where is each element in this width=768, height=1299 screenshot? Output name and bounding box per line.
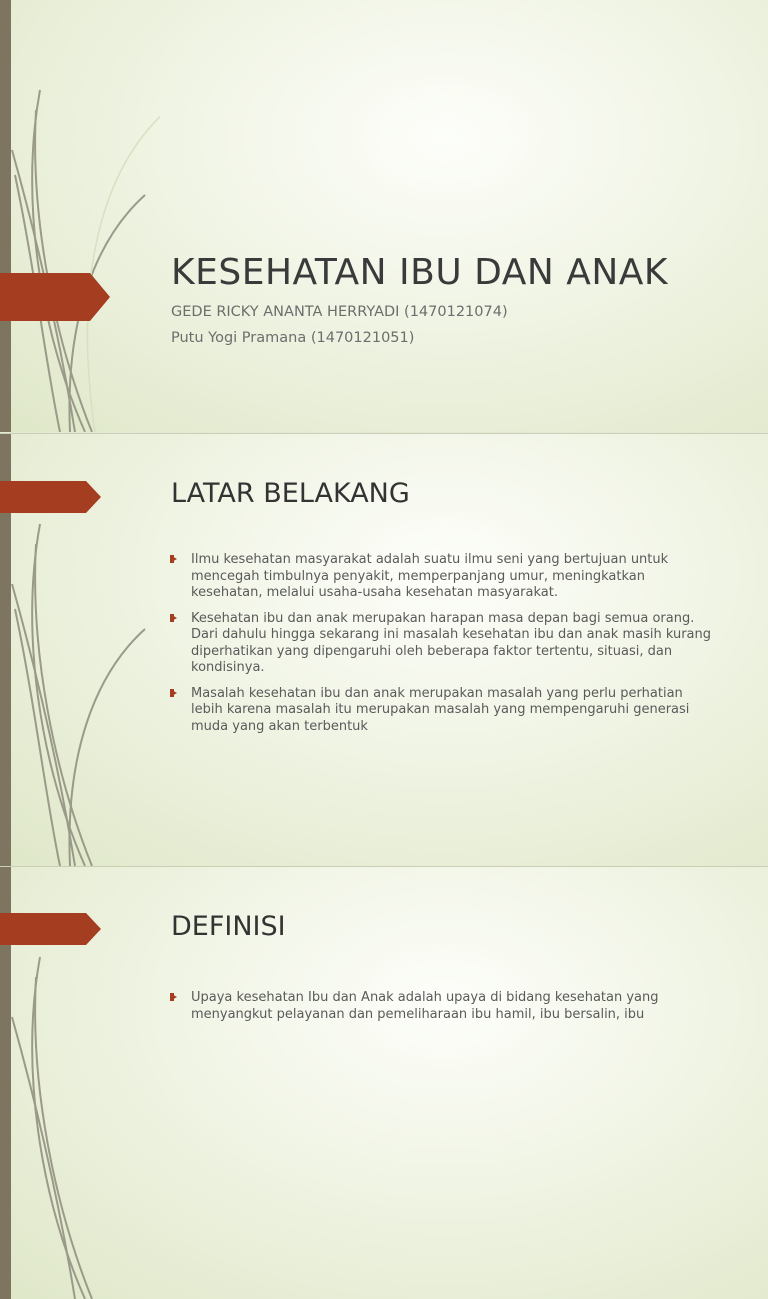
title-arrow-tag xyxy=(0,273,110,321)
section-arrow-tag xyxy=(0,481,101,513)
bullet-item xyxy=(170,990,715,1023)
bullet-arrow-icon xyxy=(170,614,177,622)
bullet-list xyxy=(170,990,715,1032)
bullet-arrow-icon xyxy=(170,993,177,1001)
bullet-text: Ilmu kesehatan masyarakat adalah suatu ilmu seni yang bertujuan untuk mencegah timbulnya penyakit, memperpanjang umur, meningkatkan kesehatan, melalui usaha-usaha kesehatan masyarakat. xyxy=(191,552,669,600)
author-1: GEDE RICKY ANANTA HERRYADI (1470121074) xyxy=(171,304,508,320)
bullet-text: Upaya kesehatan Ibu dan Anak adalah upaya di bidang kesehatan yang menyangkut pelayanan dan pemeliharaan ibu hamil, ibu bersalin, ibu xyxy=(191,990,659,1022)
definisi-slide xyxy=(0,866,768,1299)
decorative-swirl-lines xyxy=(0,0,160,432)
bullet-item xyxy=(170,611,715,677)
bullet-arrow-icon xyxy=(170,689,177,697)
bullet-item xyxy=(170,552,715,602)
section-arrow-tag xyxy=(0,913,101,945)
section-title: LATAR BELAKANG xyxy=(171,478,410,509)
latar-belakang-slide xyxy=(0,433,768,866)
author-2: Putu Yogi Pramana (1470121051) xyxy=(171,330,415,346)
slide-title: KESEHATAN IBU DAN ANAK xyxy=(171,252,669,293)
bullet-text: Masalah kesehatan ibu dan anak merupakan masalah yang perlu perhatian lebih karena masalah itu merupakan masalah yang mempengaruhi generasi muda yang akan terbentuk xyxy=(191,685,690,734)
bullet-arrow-icon xyxy=(170,555,177,563)
section-title: DEFINISI xyxy=(171,911,286,942)
bullet-item xyxy=(170,686,715,736)
bullet-list xyxy=(170,552,715,744)
title-slide xyxy=(0,0,768,432)
bullet-text: Kesehatan ibu dan anak merupakan harapan masa depan bagi semua orang. Dari dahulu hingga sekarang ini masalah kesehatan ibu dan anak masih kurang diperhatikan yang dipengaruhi oleh beberapa faktor tertentu, situasi, dan kondisinya. xyxy=(191,610,712,675)
